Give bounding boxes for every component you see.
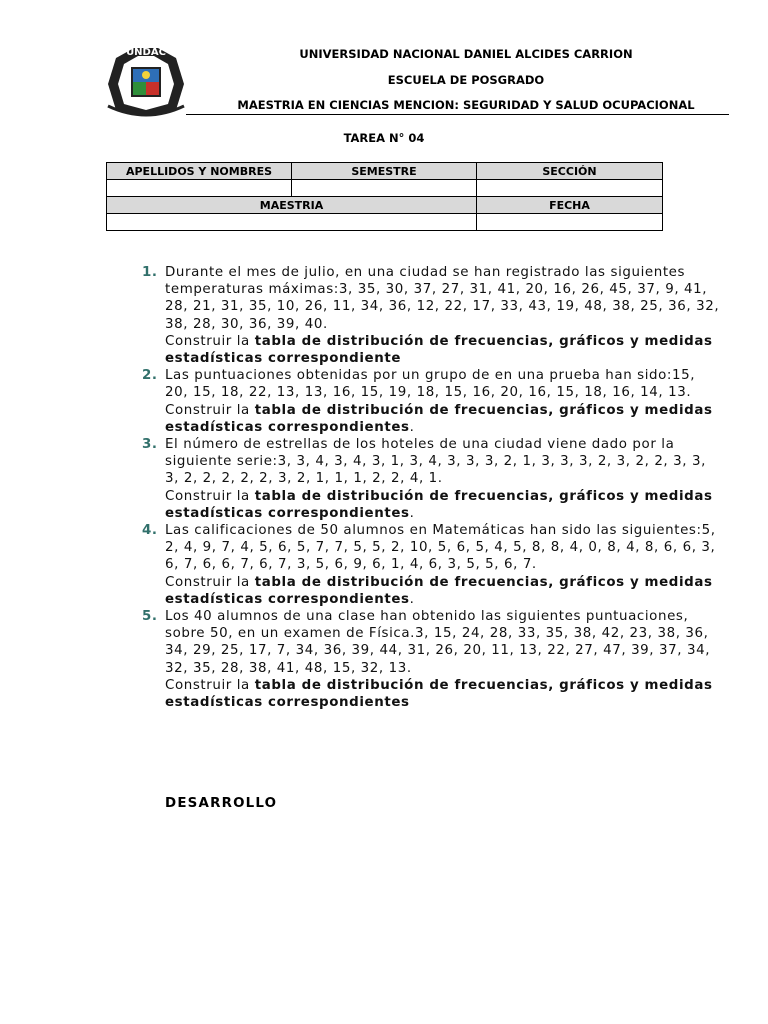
undac-logo (104, 44, 188, 118)
task-text: Las calificaciones de 50 alumnos en Matemáticas han sido las siguientes:5, 2, 4, 9, 7, 4, 5, 6, 5, 7, 7, 5, 5, 2, 10, 5, 6, 5, 4, 5, 8, 8, 4, 0, 8, 4, 8, 6, 6, 3, 6, 7, 6, 6, 7, 6, 7, 3, 5, 6, 9, 6, 1, 4, 6, 3, 5, 5, 6, 7. (165, 523, 716, 573)
semester-field[interactable] (292, 180, 477, 197)
task-number: 1. (142, 265, 158, 280)
task-instruction: tabla de distribución de frecuencias, gráficos y medidas estadísticas correspondientes (165, 574, 713, 607)
logo-text: UNDAC (126, 47, 166, 58)
date-field[interactable] (477, 214, 663, 231)
assignment-title: TAREA N° 04 (343, 131, 425, 145)
task-instruction: tabla de distribución de frecuencias, gráficos y medidas estadísticas correspondiente (165, 333, 713, 367)
task-prefix: Construir la (165, 677, 255, 693)
task-instruction: tabla de distribución de frecuencias, gráficos y medidas estadísticas correspondientes (165, 402, 713, 435)
task-text: El número de estrellas de los hoteles de una ciudad viene dado por la siguiente serie:3, 3, 4, 3, 4, 3, 1, 3, 4, 3, 3, 3, 2, 1, 3, 3, 3, 2, 3, 2, 2, 3, 3, 3, 2, 2, 2, 2, 2, 3, 2, 1, 1, 1, 2, 2, 4, 1. (165, 437, 706, 487)
task-instruction: tabla de distribución de frecuencias, gráficos y medidas estadísticas correspondientes (165, 677, 713, 711)
task-text: Durante el mes de julio, en una ciudad se han registrado las siguientes temperaturas máximas:3, 35, 30, 37, 27, 31, 41, 20, 16, 26, 45, 37, 9, 41, 28, 21, 31, 35, 10, 26, 11, 34, 36, 12, 22, 17, 33, 43, 19, 48, 38, 25, 36, 32, 38, 28, 30, 36, 39, 40. (165, 265, 720, 332)
student-info-table (106, 162, 663, 231)
task-suffix: . (409, 419, 415, 435)
header-divider (186, 114, 729, 115)
header-names: APELLIDOS Y NOMBRES (107, 163, 292, 180)
task-text: Las puntuaciones obtenidas por un grupo de en una prueba han sido:15, 20, 15, 18, 22, 13, 13, 16, 15, 19, 18, 15, 16, 20, 16, 15, 18, 16, 14, 13. (165, 368, 696, 401)
task-text: Los 40 alumnos de una clase han obtenido las siguientes puntuaciones, sobre 50, en un examen de Física.3, 15, 24, 28, 33, 35, 38, 42, 23, 38, 36, 34, 29, 25, 17, 7, 34, 36, 39, 44, 31, 26, 20, 11, 13, 22, 27, 47, 39, 37, 34, 32, 35, 28, 38, 41, 48, 15, 32, 13. (165, 609, 711, 676)
task-item (132, 264, 722, 367)
section-heading: DESARROLLO (165, 796, 278, 811)
task-list (132, 264, 722, 711)
section-field[interactable] (477, 180, 663, 197)
school-name: ESCUELA DE POSGRADO (387, 73, 545, 87)
task-number: 5. (142, 609, 158, 625)
task-item (132, 436, 722, 522)
program-name: MAESTRIA EN CIENCIAS MENCION: SEGURIDAD Y SALUD OCUPACIONAL (237, 98, 695, 112)
task-number: 3. (142, 437, 158, 453)
task-item (132, 608, 722, 711)
header-semester: SEMESTRE (292, 163, 477, 180)
task-item (132, 522, 722, 608)
task-prefix: Construir la (165, 574, 255, 590)
task-prefix: Construir la (165, 402, 255, 418)
master-field[interactable] (107, 214, 477, 231)
task-number: 4. (142, 523, 158, 539)
university-name: UNIVERSIDAD NACIONAL DANIEL ALCIDES CARRION (299, 47, 633, 61)
names-field[interactable] (107, 180, 292, 197)
task-prefix: Construir la (165, 488, 255, 504)
task-number: 2. (142, 368, 158, 384)
task-instruction: tabla de distribución de frecuencias, gráficos y medidas estadísticas correspondientes (165, 488, 713, 521)
task-suffix: . (409, 591, 415, 607)
header-master: MAESTRIA (107, 197, 477, 214)
task-suffix: . (409, 505, 415, 521)
header-section: SECCIÓN (477, 163, 663, 180)
header-date: FECHA (477, 197, 663, 214)
task-prefix: Construir la (165, 333, 255, 349)
task-item (132, 367, 722, 436)
